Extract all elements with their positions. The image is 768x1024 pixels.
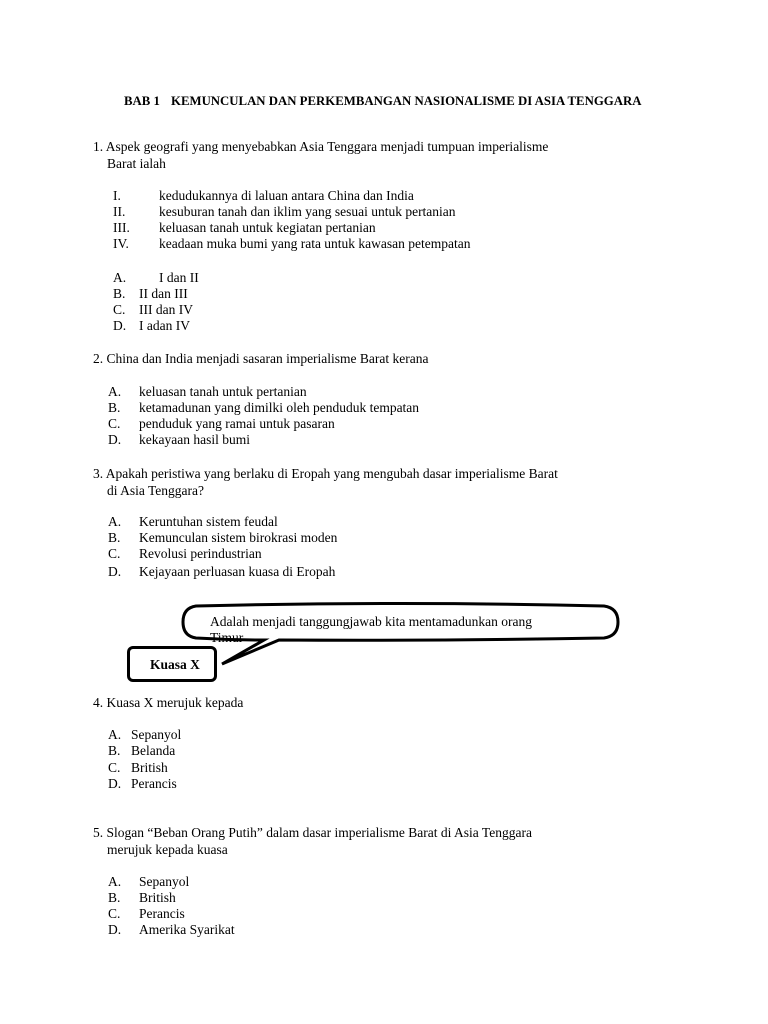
option-text: Amerika Syarikat [139,922,235,937]
statement-number: III. [113,220,130,235]
statement-text: keluasan tanah untuk kegiatan pertanian [159,220,376,235]
statement-text: kedudukannya di laluan antara China dan India [159,188,414,203]
question-5-line2: merujuk kepada kuasa [107,842,228,857]
option-text: Sepanyol [139,874,190,889]
question-2-line1: 2. China dan India menjadi sasaran imperialisme Barat kerana [93,351,429,366]
option-letter: B. [108,530,121,545]
kuasa-x-label: Kuasa X [150,657,200,672]
option-text: Keruntuhan sistem feudal [139,514,278,529]
option-letter: D. [108,922,122,937]
chapter-label: BAB 1 [124,94,160,108]
option-text: British [131,760,168,775]
option-text: Belanda [131,743,176,758]
option-text: British [139,890,176,905]
option-text: I adan IV [139,318,190,333]
option-text: Sepanyol [131,727,182,742]
option-letter: A. [113,270,127,285]
option-letter: C. [108,416,121,431]
option-letter: A. [108,874,122,889]
option-text: ketamadunan yang dimilki oleh penduduk tempatan [139,400,420,415]
option-letter: C. [108,546,121,561]
statement-text: keadaan muka bumi yang rata untuk kawasan petempatan [159,236,471,251]
option-text: III dan IV [139,302,193,317]
question-5-line1: 5. Slogan “Beban Orang Putih” dalam dasar imperialisme Barat di Asia Tenggara [93,825,532,840]
option-letter: C. [108,906,121,921]
statement-number: II. [113,204,126,219]
question-3-line1: 3. Apakah peristiwa yang berlaku di Eropah yang mengubah dasar imperialisme Barat [93,466,558,481]
option-letter: C. [108,760,121,775]
kuasa-x-box [127,646,217,682]
option-text: keluasan tanah untuk pertanian [139,384,307,399]
option-text: Perancis [139,906,185,921]
question-4-line1: 4. Kuasa X merujuk kepada [93,695,244,710]
question-1-line1: 1. Aspek geografi yang menyebabkan Asia Tenggara menjadi tumpuan imperialisme [93,139,549,154]
option-letter: A. [108,727,122,742]
option-letter: B. [108,743,121,758]
option-text: II dan III [139,286,188,301]
option-letter: B. [108,400,121,415]
option-text: Kejayaan perluasan kuasa di Eropah [139,564,336,579]
option-letter: D. [108,564,122,579]
speech-bubble [196,608,606,645]
option-letter: B. [113,286,126,301]
option-letter: C. [113,302,126,317]
option-letter: D. [113,318,127,333]
question-3-line2: di Asia Tenggara? [107,483,205,498]
question-1-line2: Barat ialah [107,156,166,171]
option-text: Kemunculan sistem birokrasi moden [139,530,338,545]
option-text: I dan II [159,270,199,285]
option-letter: B. [108,890,121,905]
option-text: kekayaan hasil bumi [139,432,250,447]
option-text: penduduk yang ramai untuk pasaran [139,416,335,431]
option-letter: A. [108,514,122,529]
page-title: KEMUNCULAN DAN PERKEMBANGAN NASIONALISME DI ASIA TENGGARA [171,94,642,108]
speech-bubble-text-overflow: Timur [210,630,244,645]
speech-bubble-text: Adalah menjadi tanggungjawab kita mentamadunkan orang [210,614,533,629]
statement-number: IV. [113,236,129,251]
option-letter: A. [108,384,122,399]
option-letter: D. [108,776,122,791]
option-text: Revolusi perindustrian [139,546,262,561]
statement-text: kesuburan tanah dan iklim yang sesuai untuk pertanian [159,204,456,219]
statement-number: I. [113,188,121,203]
option-text: Perancis [131,776,177,791]
option-letter: D. [108,432,122,447]
